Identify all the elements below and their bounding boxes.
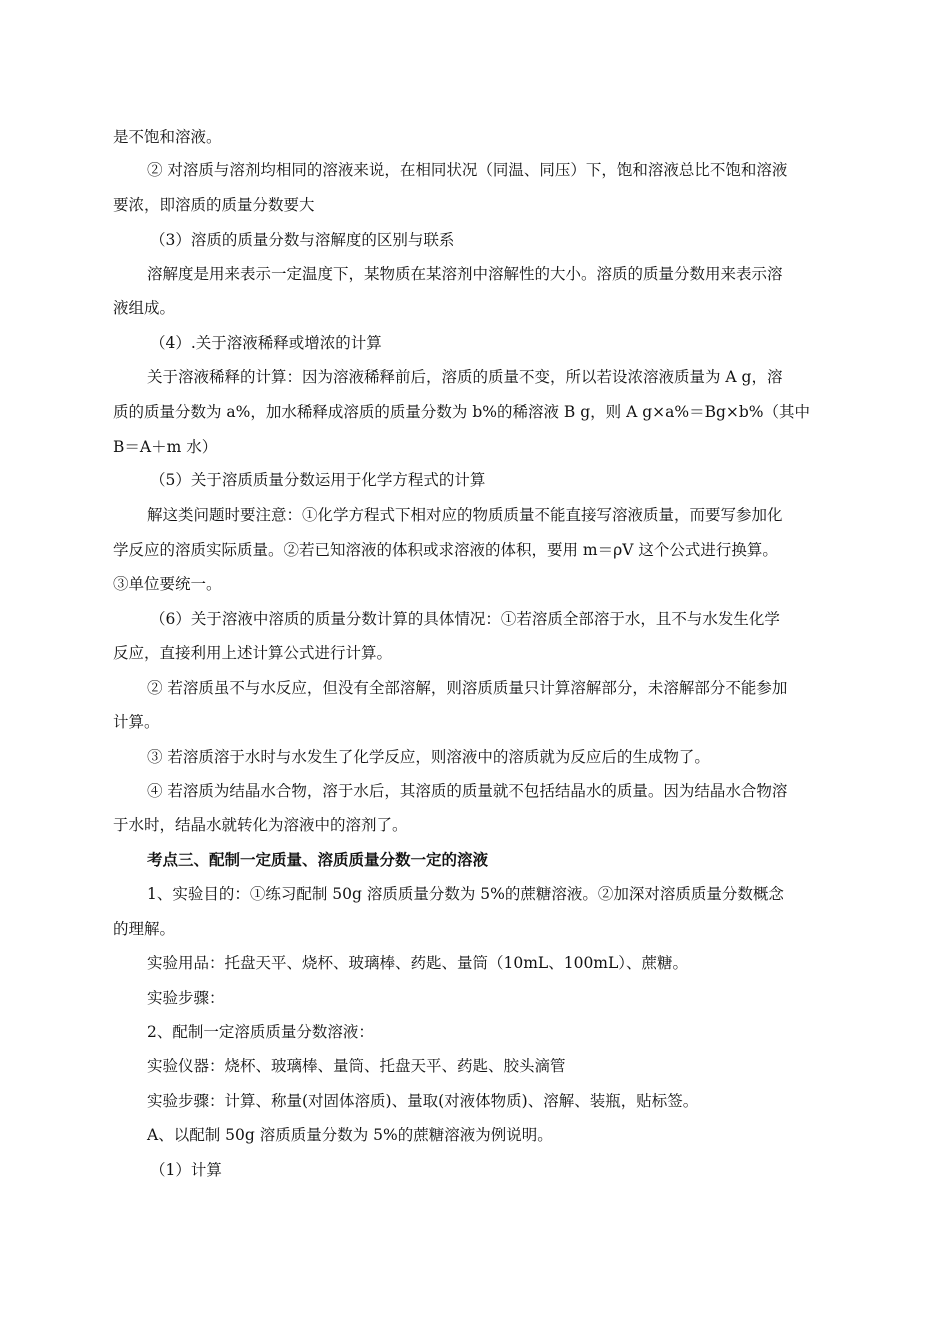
text-line: 的理解。 [113,920,176,938]
text-line: 于水时，结晶水就转化为溶液中的溶剂了。 [113,816,408,834]
text-line: 计算。 [113,713,160,731]
text-line: ② 若溶质虽不与水反应，但没有全部溶解，则溶质质量只计算溶解部分，未溶解部分不能参加 [147,679,788,697]
text-line: 学反应的溶质实际质量。②若已知溶液的体积或求溶液的体积，要用 m＝ρV 这个公式进行换算。 [113,541,778,559]
text-line: 实验步骤：计算、称量(对固体溶质)、量取(对液体物质)、溶解、装瓶，贴标签。 [147,1092,699,1110]
text-line: 实验仪器：烧杯、玻璃棒、量筒、托盘天平、药匙、胶头滴管 [147,1057,566,1075]
section-heading: （4）.关于溶液稀释或增浓的计算 [150,334,382,352]
text-line: 实验用品：托盘天平、烧杯、玻璃棒、药匙、量筒（10mL、100mL）、蔗糖。 [147,954,689,972]
text-line: ③单位要统一。 [113,575,222,593]
text-line: 实验步骤： [147,989,225,1007]
section-title: 考点三、配制一定质量、溶质质量分数一定的溶液 [147,850,489,869]
text-line: B＝A＋m 水） [113,438,218,456]
section-heading: （1）计算 [150,1161,222,1179]
section-heading: （3）溶质的质量分数与溶解度的区别与联系 [150,231,455,249]
text-line: 1、实验目的：①练习配制 50g 溶质质量分数为 5%的蔗糖溶液。②加深对溶质质量分数概念 [147,885,784,903]
section-heading: （5）关于溶质质量分数运用于化学方程式的计算 [150,471,486,489]
text-line: 质的质量分数为 a%，加水稀释成溶质的质量分数为 b%的稀溶液 B g，则 A g×a%＝Bg×b%（其中 [113,403,811,421]
section-heading: （6）关于溶液中溶质的质量分数计算的具体情况：①若溶质全部溶于水，且不与水发生化学 [150,610,780,628]
text-line: ② 对溶质与溶剂均相同的溶液来说，在相同状况（同温、同压）下，饱和溶液总比不饱和溶液 [147,161,788,179]
text-line: ③ 若溶质溶于水时与水发生了化学反应，则溶液中的溶质就为反应后的生成物了。 [147,748,710,766]
text-line: 反应，直接利用上述计算公式进行计算。 [113,644,393,662]
text-line: 要浓，即溶质的质量分数要大 [113,196,315,214]
text-line: ④ 若溶质为结晶水合物，溶于水后，其溶质的质量就不包括结晶水的质量。因为结晶水合物溶 [147,782,788,800]
text-line: 是不饱和溶液。 [113,128,222,146]
text-line: 关于溶液稀释的计算：因为溶液稀释前后，溶质的质量不变，所以若设浓溶液质量为 A g，溶 [147,368,783,386]
text-line: 解这类问题时要注意：①化学方程式下相对应的物质质量不能直接写溶液质量，而要写参加化 [147,506,783,524]
text-line: A、以配制 50g 溶质质量分数为 5%的蔗糖溶液为例说明。 [147,1126,553,1144]
text-line: 溶解度是用来表示一定温度下，某物质在某溶剂中溶解性的大小。溶质的质量分数用来表示溶 [147,265,783,283]
text-line: 液组成。 [113,299,176,317]
text-line: 2、配制一定溶质质量分数溶液： [147,1023,374,1041]
